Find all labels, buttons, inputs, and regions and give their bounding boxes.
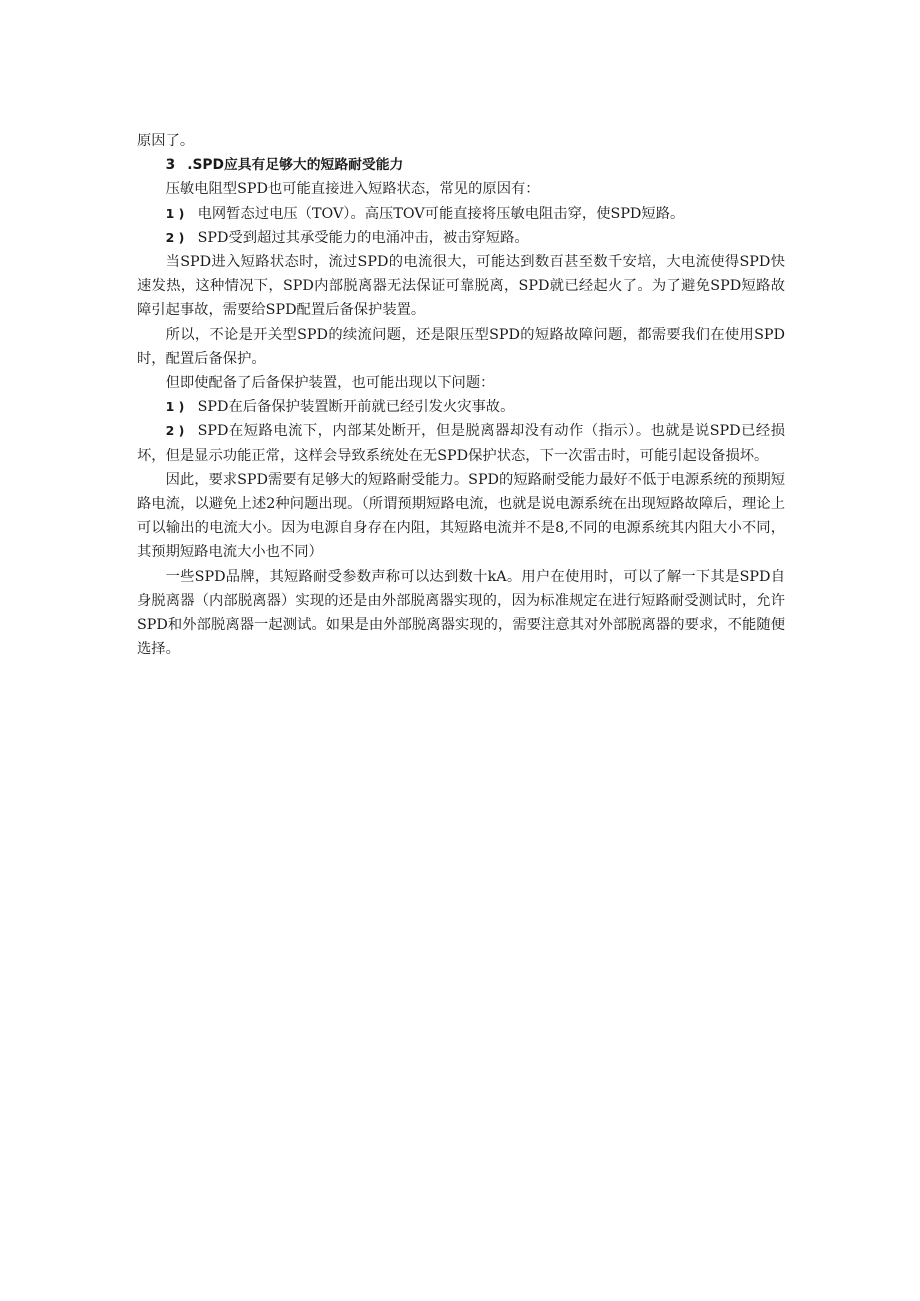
list-item-text: SPD在后备保护装置断开前就已经引发火灾事故。 [197,399,515,416]
section-number: 3 [165,157,176,174]
list-item-text: SPD在短路电流下，内部某处断开，但是脱离器却没有动作（指示）。也就是说SPD已经损坏，但是显示功能正常，这样会导致系统处在无SPD保护状态，下一次雷击时，可能引起设备损坏。 [137,423,785,464]
list-item-label: 1 ) [165,205,185,221]
problems-intro-paragraph: 但即使配备了后备保护装置，也可能出现以下问题： [165,374,495,391]
list-item-label: 2 ) [165,229,185,245]
list-item-text: 电网暂态过电压（TOV）。高压TOV可能直接将压敏电阻击穿，使SPD短路。 [197,205,685,222]
list-item-label: 1 ) [165,399,185,415]
list-item-text: SPD受到超过其承受能力的电涌冲击，被击穿短路。 [197,229,529,246]
requirement-paragraph: 因此，要求SPD需要有足够大的短路耐受能力。SPD的短路耐受能力最好不低于电源系统的预期短路电流，以避免上述2种问题出现。（所谓预期短路电流，也就是说电源系统在出现短路故障后，理论上可以输出的电流大小。因为电源自身存在内阻，其短路电流并不是8,不同的电源系统其内阻大小不同，其预期短路电流大小也不同） [137,471,785,561]
continuation-text: 原因了。 [137,133,195,149]
list-item [137,202,785,226]
section-heading [137,153,785,177]
short-circuit-paragraph: 当SPD进入短路状态时，流过SPD的电流很大，可能达到数百甚至数千安培，大电流使得SPD快速发热，这种情况下，SPD内部脱离器无法保证可靠脱离，SPD就已经起火了。为了避免SPD短路故障引起事故，需要给SPD配置后备保护装置。 [137,253,785,319]
list-item-label: 2 ) [165,423,185,439]
intro-paragraph: 压敏电阻型SPD也可能直接进入短路状态，常见的原因有： [165,181,540,198]
backup-protection-paragraph: 所以，不论是开关型SPD的续流问题，还是限压型SPD的短路故障问题，都需要我们在使用SPD时，配置后备保护。 [137,326,785,367]
section-title: .SPD应具有足够大的短路耐受能力 [187,157,404,174]
list-item [137,419,785,467]
list-item [137,395,785,419]
brands-paragraph: 一些SPD品牌，其短路耐受参数声称可以达到数十kA。用户在使用时，可以了解一下其是SPD自身脱离器（内部脱离器）实现的还是由外部脱离器实现的，因为标准规定在进行短路耐受测试时，允许SPD和外部脱离器一起测试。如果是由外部脱离器实现的，需要注意其对外部脱离器的要求，不能随便选择。 [137,568,785,658]
document-page [137,129,785,661]
list-item [137,226,785,250]
